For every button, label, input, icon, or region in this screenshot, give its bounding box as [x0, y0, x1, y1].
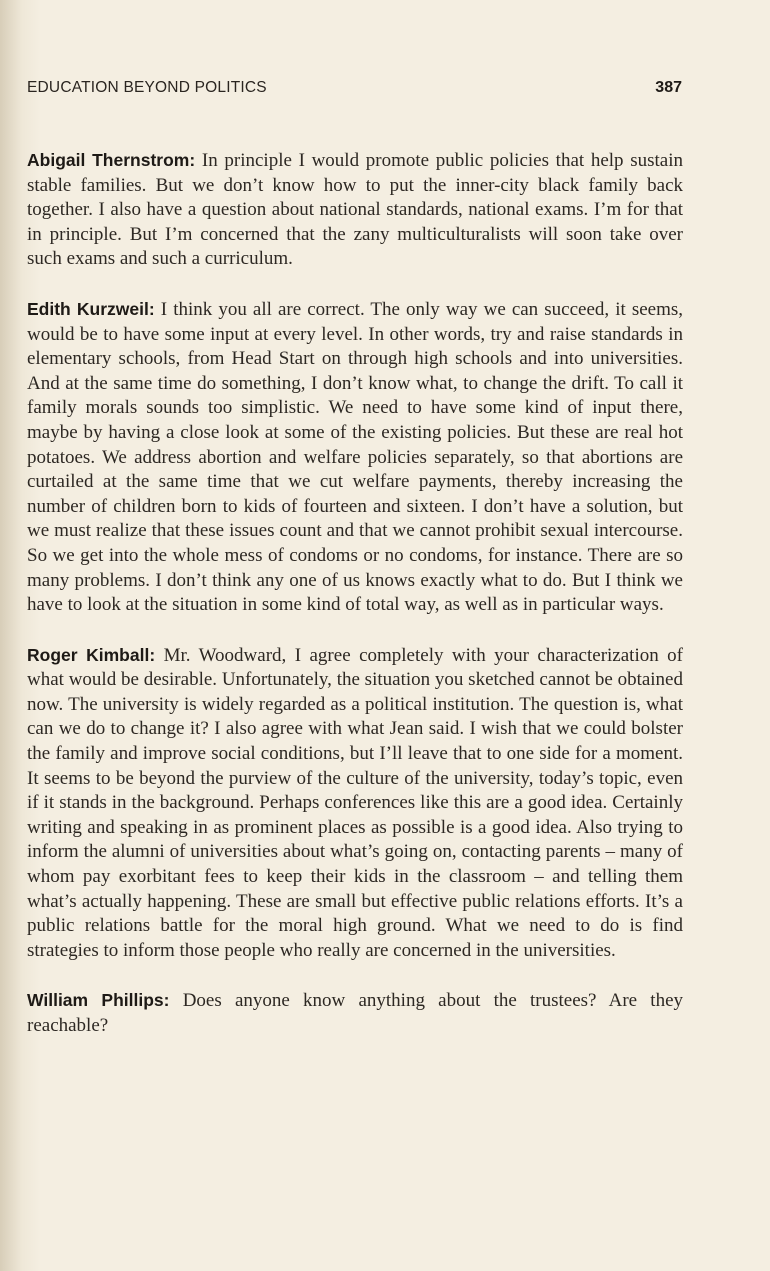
page-body — [27, 148, 683, 1064]
speech-paragraph — [27, 643, 683, 964]
running-title: EDUCATION BEYOND POLITICS — [27, 79, 267, 96]
speaker-name: William Phillips: — [27, 990, 170, 1011]
speech-paragraph — [27, 148, 683, 272]
speaker-name: Roger Kimball: — [27, 644, 156, 665]
speech-text: I think you all are correct. The only way we can succeed, it seems, would be to have some input at every level. In other words, try and raise standards in elementary schools, from Head Start on through high schools and into universities. And at the same time do something, I don’t know what, to change the drift. To call it family morals sounds too simplistic. We need to have some kind of input there, maybe by having a close look at some of the existing policies. But these are real hot potatoes. We address abortion and welfare policies separately, so that abortions are curtailed at the same time that we cut welfare payments, thereby increasing the number of children born to kids of fourteen and sixteen. I don’t have a solution, but we must realize that these issues count and that we cannot prohibit sexual intercourse. So we get into the whole mess of condoms or no condoms, for instance. There are so many problems. I don’t think any one of us knows exactly what to do. But I think we have to look at the situation in some kind of total way, as well as in particular ways. — [27, 298, 684, 616]
speech-text: Does anyone know anything about the trustees? Are they reachable? — [27, 990, 684, 1036]
page-number: 387 — [655, 79, 682, 96]
speaker-name: Abigail Thernstrom: — [27, 150, 196, 170]
running-head — [27, 79, 682, 101]
speech-paragraph — [27, 988, 683, 1038]
speech-text: Mr. Woodward, I agree completely with your characterization of what would be desirable. Unfortunately, the situation you sketched cannot be obtained now. The university is widely regarded as a political institution. The question is, what can we do to change it? I also agree with what Jean said. I wish that we could bolster the family and improve social conditions, but I’ll leave that to one side for a moment. It seems to be beyond the purview of the culture of the university, today’s topic, even if it stands in the background. Perhaps conferences like this are a good idea. Certainly writing and speaking in as prominent places as possible is a good idea. Also trying to inform the alumni of universities about what’s going on, contacting parents – many of whom pay exorbitant fees to keep their kids in the classroom – and telling them what’s actually happening. These are small but effective public relations efforts. It’s a public relations battle for the moral high ground. What we need to do is find strategies to inform those people who really are concerned in the universities. — [27, 644, 683, 961]
speech-text: In principle I would promote public policies that help sustain stable families. But we don’t know how to put the inner-city black family back together. I also have a question about national standards, national exams. I’m for that in principle. But I’m concerned that the zany multiculturalists will soon take over such exams and such a curriculum. — [27, 150, 684, 270]
speech-paragraph — [27, 297, 683, 618]
speaker-name: Edith Kurzweil: — [27, 298, 155, 319]
